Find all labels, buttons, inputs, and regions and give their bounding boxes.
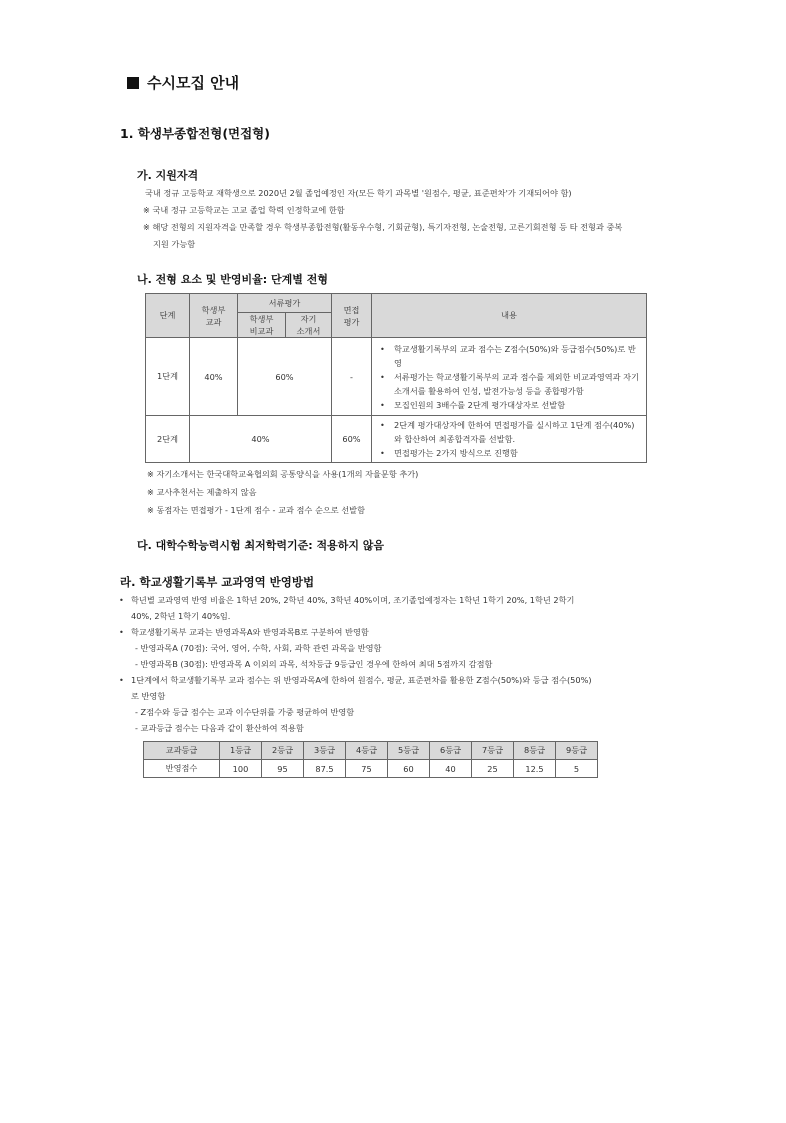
content-cell xyxy=(372,416,647,463)
selection-table xyxy=(145,293,647,463)
grade-cell: 반영점수 xyxy=(144,760,220,778)
grade-head-cell: 6등급 xyxy=(430,742,472,760)
grade-head-cell: 5등급 xyxy=(388,742,430,760)
combined-cell: 40% xyxy=(190,416,332,463)
grade-cell: 12.5 xyxy=(514,760,556,778)
header-doc-record: 학생부 비교과 xyxy=(238,313,286,338)
grade-cell: 100 xyxy=(220,760,262,778)
ra-bullet-2-sub-2: - 반영과목B (30점): 반영과목 A 이외의 과목, 석차등급 9등급인 경우에 한하여 최대 5점까지 감점함 xyxy=(135,659,493,669)
content-item: • 모집인원의 3배수를 2단계 평가대상자로 선발함 xyxy=(380,398,640,412)
grade-head-cell: 1등급 xyxy=(220,742,262,760)
header-doc-eval: 서류평가 xyxy=(238,294,332,313)
grade-head-cell: 9등급 xyxy=(556,742,598,760)
subsection-da-title: 다. 대학수학능력시험 최저학력기준: 적용하지 않음 xyxy=(137,539,385,552)
section-title: 1. 학생부종합전형(면접형) xyxy=(120,126,270,141)
grade-cell: 40 xyxy=(430,760,472,778)
eligibility-note-2-cont: 지원 가능함 xyxy=(153,239,196,249)
ra-bullet-3-sub-2: - 교과등급 점수는 다음과 같이 환산하여 적용함 xyxy=(135,723,304,733)
grade-cell: 60 xyxy=(388,760,430,778)
ra-bullet-2: • 학교생활기록부 교과는 반영과목A와 반영과목B로 구분하여 반영함 xyxy=(131,624,369,640)
ra-bullet-1-cont: 40%, 2학년 1학기 40%임. xyxy=(131,611,231,621)
page-title-text: 수시모집 안내 xyxy=(147,74,240,92)
eligibility-note-2: ※ 해당 전형의 지원자격을 만족할 경우 학생부종합전형(활동우수형, 기회균형), 특기자전형, 논술전형, 고른기회전형 등 타 전형과 중복 xyxy=(143,222,623,232)
ra-bullet-3-cont: 로 반영함 xyxy=(131,691,166,701)
grade-head-cell: 7등급 xyxy=(472,742,514,760)
header-school-record: 학생부 교과 xyxy=(190,294,238,338)
page-title xyxy=(127,72,239,93)
grade-table xyxy=(143,741,598,778)
eligibility-note-1: ※ 국내 정규 고등학교는 고교 졸업 학력 인정학교에 한함 xyxy=(143,205,345,215)
grade-table-row xyxy=(144,760,598,778)
grade-cell: 25 xyxy=(472,760,514,778)
table-note-3: ※ 동점자는 면접평가 - 1단계 점수 - 교과 점수 순으로 선발함 xyxy=(147,505,366,515)
grade-head-cell: 3등급 xyxy=(304,742,346,760)
grade-head-cell: 2등급 xyxy=(262,742,304,760)
subsection-ga-title: 가. 지원자격 xyxy=(137,169,199,182)
ra-bullet-3-sub-1: - Z점수와 등급 점수는 교과 이수단위를 가중 평균하여 반영함 xyxy=(135,707,355,717)
grade-table-header xyxy=(144,742,598,760)
grade-cell: 87.5 xyxy=(304,760,346,778)
grade-cell: 75 xyxy=(346,760,388,778)
square-bullet-icon xyxy=(127,77,139,89)
subsection-ra-title: 라. 학교생활기록부 교과영역 반영방법 xyxy=(120,575,315,589)
table-row xyxy=(146,416,647,463)
eligibility-line: 국내 정규 고등학교 재학생으로 2020년 2월 졸업예정인 자(모든 학기 과목별 '원점수, 평균, 표준편차'가 기재되어야 함) xyxy=(145,188,572,198)
header-stage: 단계 xyxy=(146,294,190,338)
grade-cell: 95 xyxy=(262,760,304,778)
interview-cell: - xyxy=(332,338,372,416)
ra-bullet-1: • 학년별 교과영역 반영 비율은 1학년 20%, 2학년 40%, 3학년 40%이며, 조기졸업예정자는 1학년 1학기 20%, 1학년 2학기 xyxy=(131,592,574,608)
doc-cell: 60% xyxy=(238,338,332,416)
grade-head-cell: 8등급 xyxy=(514,742,556,760)
header-content: 내용 xyxy=(372,294,647,338)
ra-bullet-3: • 1단계에서 학교생활기록부 교과 점수는 위 반영과목A에 한하여 원점수, 평균, 표준편차를 활용한 Z점수(50%)와 등급 점수(50%) xyxy=(131,672,592,688)
ra-bullet-2-sub-1: - 반영과목A (70점): 국어, 영어, 수학, 사회, 과학 관련 과목을 반영함 xyxy=(135,643,382,653)
table-note-1: ※ 자기소개서는 한국대학교육협의회 공통양식을 사용(1개의 자율문항 추가) xyxy=(147,469,419,479)
table-row xyxy=(146,338,647,416)
grade-head-cell: 교과등급 xyxy=(144,742,220,760)
record-cell: 40% xyxy=(190,338,238,416)
grade-head-cell: 4등급 xyxy=(346,742,388,760)
interview-cell: 60% xyxy=(332,416,372,463)
header-interview: 면접 평가 xyxy=(332,294,372,338)
content-item: • 2단계 평가대상자에 한하여 면접평가를 실시하고 1단계 점수(40%)와 합산하여 최종합격자를 선발함. xyxy=(380,418,640,446)
table-note-2: ※ 교사추천서는 제출하지 않음 xyxy=(147,487,257,497)
grade-cell: 5 xyxy=(556,760,598,778)
stage-cell: 1단계 xyxy=(146,338,190,416)
content-item: • 면접평가는 2가지 방식으로 진행함 xyxy=(380,446,640,460)
content-cell xyxy=(372,338,647,416)
content-item: • 학교생활기록부의 교과 점수는 Z점수(50%)와 등급점수(50%)로 반영 xyxy=(380,342,640,370)
subsection-na-title: 나. 전형 요소 및 반영비율: 단계별 전형 xyxy=(137,273,328,286)
stage-cell: 2단계 xyxy=(146,416,190,463)
content-item: • 서류평가는 학교생활기록부의 교과 점수를 제외한 비교과영역과 자기소개서를 활용하여 인성, 발전가능성 등을 종합평가함 xyxy=(380,370,640,398)
header-doc-intro: 자기 소개서 xyxy=(286,313,332,338)
